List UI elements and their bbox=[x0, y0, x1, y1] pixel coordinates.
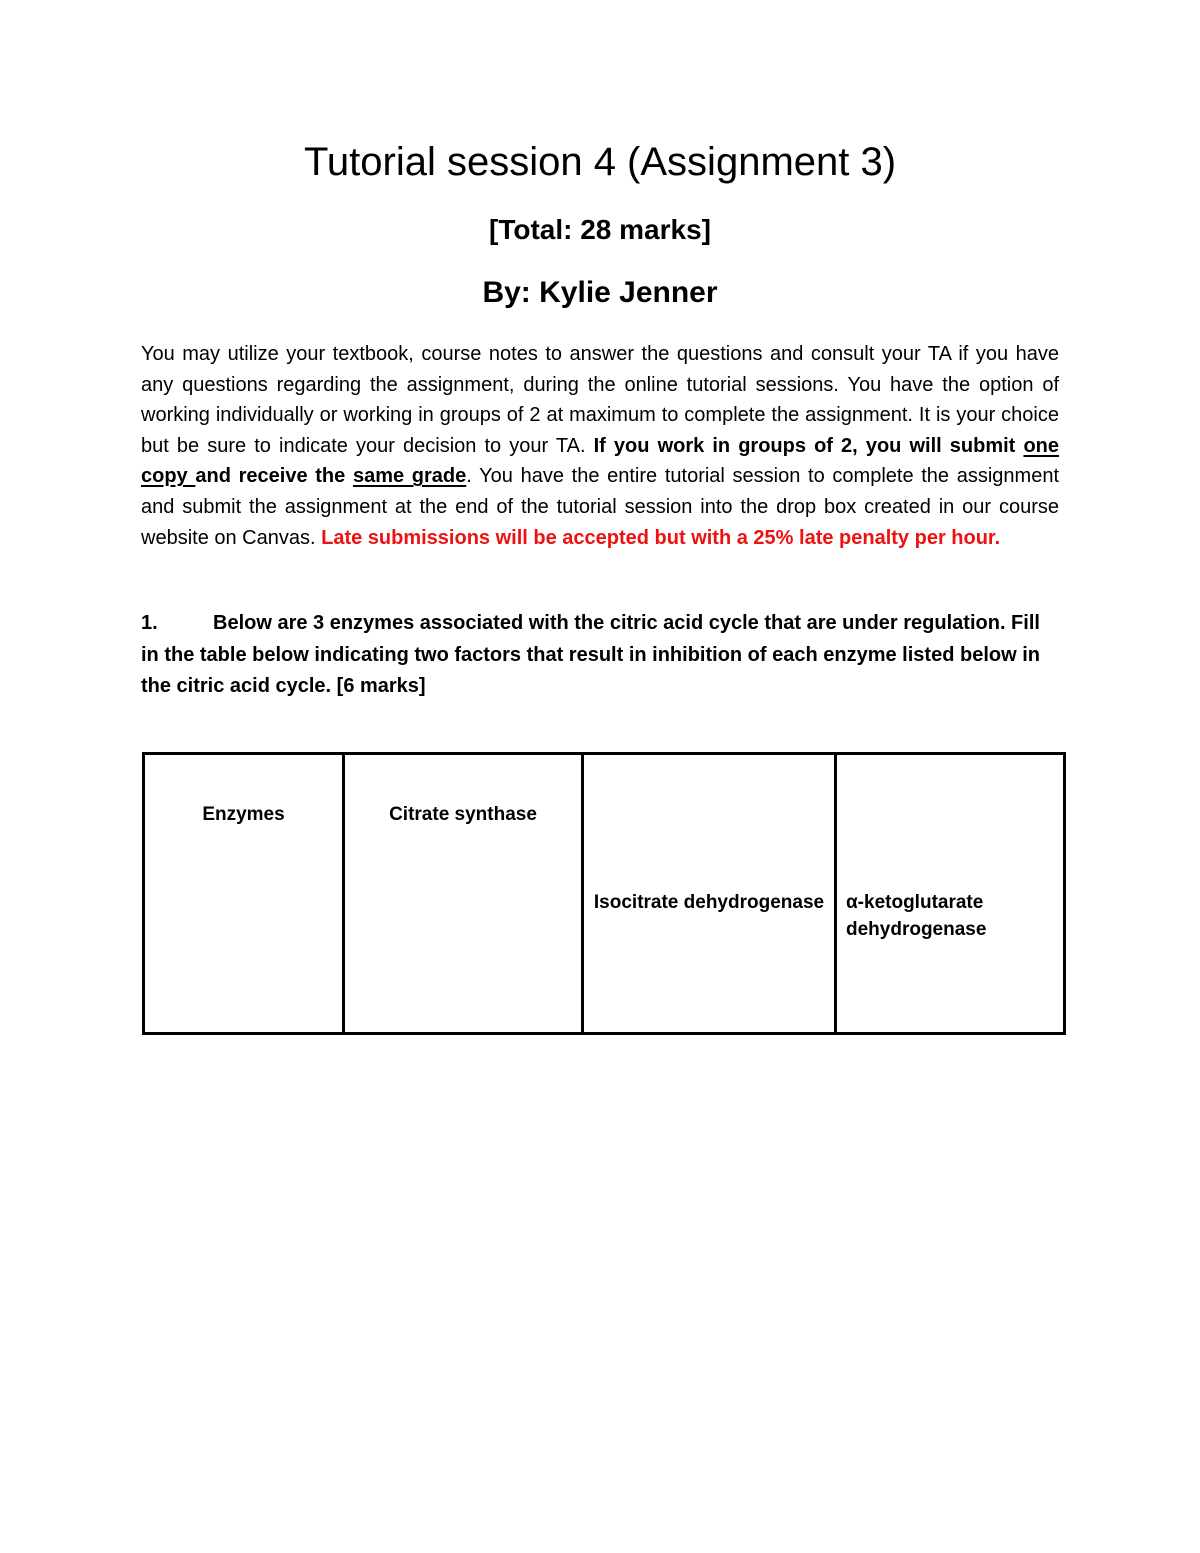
total-marks: [Total: 28 marks] bbox=[489, 214, 711, 245]
group-rule-text-2: and receive the bbox=[195, 465, 353, 488]
one-copy-emphasis: one copy bbox=[141, 434, 1059, 488]
group-rule-text: If you work in groups of 2, you will submit bbox=[593, 434, 1024, 457]
question-number: 1. bbox=[141, 612, 158, 634]
author-line: By: Kylie Jenner bbox=[482, 276, 718, 309]
header-citrate-synthase: Citrate synthase bbox=[389, 804, 537, 825]
instructions-paragraph bbox=[141, 339, 1059, 553]
enzyme-table bbox=[142, 752, 1066, 1035]
instructions-text: You may utilize your textbook, course notes to answer the questions and consult your TA if you have any questions regarding the assignment, during the online tutorial sessions. You have the option of working individually or working in groups of 2 at maximum to complete the assignment. It is your choice but be sure to indicate your decision to your TA. bbox=[141, 343, 1059, 457]
table-cell-enzymes[interactable] bbox=[144, 754, 344, 1034]
header-isocitrate-dehydrogenase: Isocitrate dehydrogenase bbox=[593, 892, 825, 913]
header-alpha-ketoglutarate-dehydrogenase: α-ketoglutarate dehydrogenase bbox=[846, 892, 987, 940]
table-cell-isocitrate-dehydrogenase[interactable] bbox=[583, 754, 836, 1034]
table-row bbox=[144, 754, 1065, 1034]
table-cell-alpha-ketoglutarate-dehydrogenase[interactable] bbox=[836, 754, 1065, 1034]
table-cell-citrate-synthase[interactable] bbox=[344, 754, 583, 1034]
question-1 bbox=[141, 608, 1059, 703]
submission-text: . You have the entire tutorial session to complete the assignment and submit the assignment at the end of the tutorial session into the drop box created in our course website on Canvas. bbox=[141, 465, 1060, 549]
header-enzymes: Enzymes bbox=[202, 804, 285, 825]
same-grade-emphasis: same grade bbox=[352, 465, 467, 488]
document-title: Tutorial session 4 (Assignment 3) bbox=[303, 140, 897, 184]
question-text: Below are 3 enzymes associated with the citric acid cycle that are under regulation. Fill in the table below indicating two factors that result in inhibition of each enzyme listed below in the citric acid cycle. [6 marks] bbox=[141, 612, 1040, 697]
late-penalty-notice: Late submissions will be accepted but with a 25% late penalty per hour. bbox=[321, 526, 1001, 549]
